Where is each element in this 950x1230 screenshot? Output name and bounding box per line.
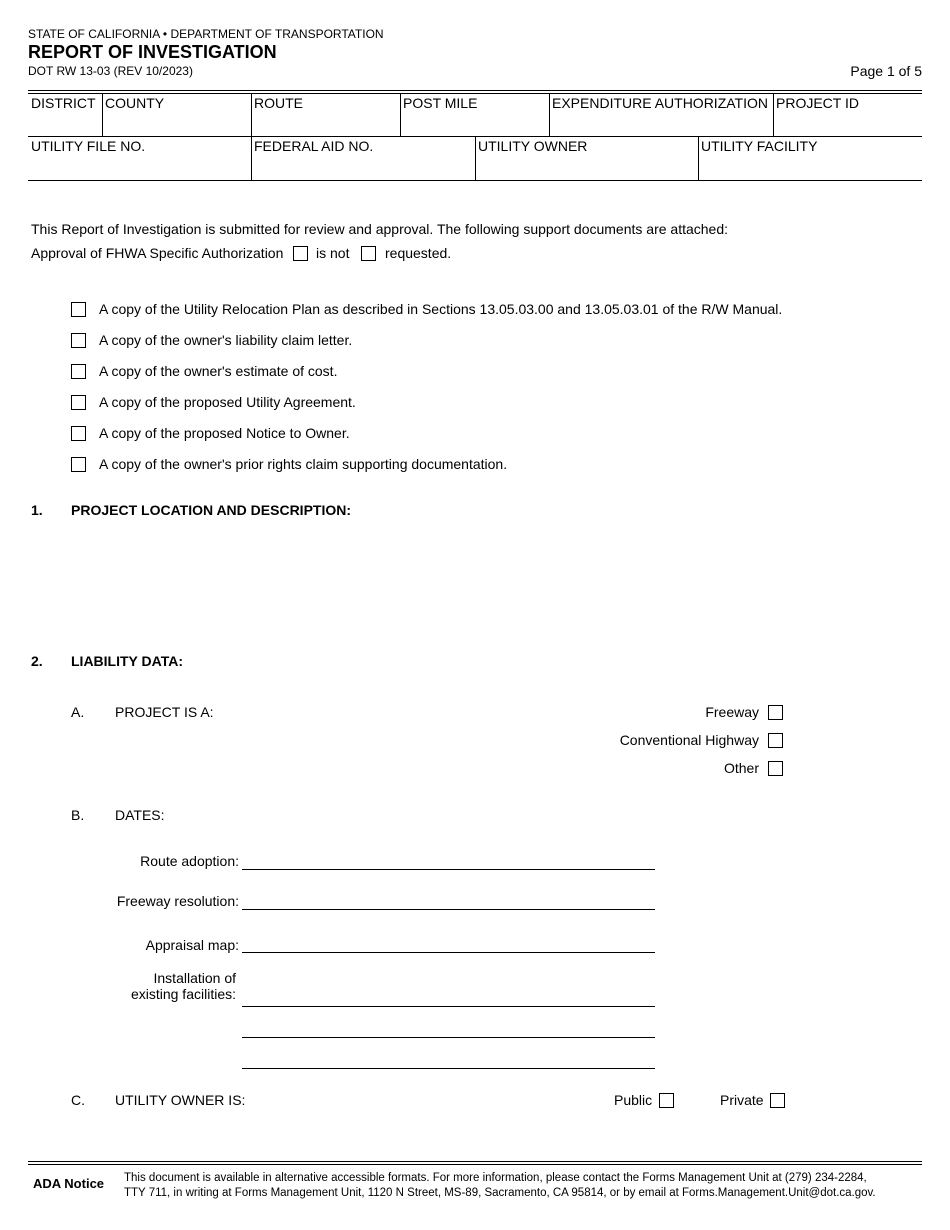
route-adoption-input[interactable] <box>242 869 655 870</box>
section-2a-letter: A. <box>71 704 85 720</box>
ada-notice-label: ADA Notice <box>33 1176 105 1191</box>
form-number: DOT RW 13-03 (REV 10/2023) <box>28 64 193 78</box>
section-2c-letter: C. <box>71 1092 85 1108</box>
fhwa-is-not-label: is not <box>316 245 350 261</box>
route-adoption-label: Route adoption: <box>140 853 239 869</box>
freeway-resolution-label: Freeway resolution: <box>116 893 239 909</box>
section-2-title: LIABILITY DATA: <box>71 653 183 669</box>
attachment-checkbox-relocation-plan[interactable] <box>71 302 86 317</box>
utility-file-no-field[interactable]: UTILITY FILE NO. <box>31 138 146 154</box>
installation-input-line1[interactable] <box>242 1006 655 1007</box>
form-title: REPORT OF INVESTIGATION <box>28 42 277 62</box>
private-label: Private <box>720 1092 764 1108</box>
freeway-checkbox[interactable] <box>768 705 783 720</box>
fhwa-is-not-checkbox[interactable] <box>361 246 376 261</box>
appraisal-map-input[interactable] <box>242 952 655 953</box>
section-1-title: PROJECT LOCATION AND DESCRIPTION: <box>71 502 352 518</box>
dates-label: DATES: <box>115 807 165 823</box>
utility-owner-field[interactable]: UTILITY OWNER <box>478 138 588 154</box>
page-number: Page 1 of 5 <box>850 63 922 79</box>
other-checkbox[interactable] <box>768 761 783 776</box>
ada-notice-line2: TTY 711, in writing at Forms Management Unit, 1120 N Street, MS-89, Sacramento, CA 95814, or by email at Forms.Management.Unit@dot.ca.gov. <box>124 1187 876 1199</box>
utility-owner-is-label: UTILITY OWNER IS: <box>115 1092 246 1108</box>
attachment-label: A copy of the proposed Notice to Owner. <box>99 425 350 441</box>
section-1-number: 1. <box>31 502 43 518</box>
section-2-number: 2. <box>31 653 43 669</box>
public-label: Public <box>614 1092 653 1108</box>
conventional-highway-label: Conventional Highway <box>619 732 759 748</box>
installation-label-line1: Installation of <box>153 970 236 986</box>
post-mile-field[interactable]: POST MILE <box>403 95 478 111</box>
ada-notice-line1: This document is available in alternative accessible formats. For more information, please contact the Forms Management Unit at (279) 234-2284, <box>124 1172 867 1184</box>
route-field[interactable]: ROUTE <box>254 95 303 111</box>
intro-text: This Report of Investigation is submitted for review and approval. The following support documents are attached: <box>31 221 729 237</box>
attachment-checkbox-notice-to-owner[interactable] <box>71 426 86 441</box>
fhwa-label: Approval of FHWA Specific Authorization <box>31 245 284 261</box>
project-id-field[interactable]: PROJECT ID <box>776 95 859 111</box>
freeway-label: Freeway <box>705 704 759 720</box>
private-checkbox[interactable] <box>770 1093 785 1108</box>
attachment-checkbox-liability-claim[interactable] <box>71 333 86 348</box>
fhwa-is-checkbox[interactable] <box>293 246 308 261</box>
agency-line: STATE OF CALIFORNIA • DEPARTMENT OF TRANSPORTATION <box>28 27 384 41</box>
attachment-checkbox-estimate[interactable] <box>71 364 86 379</box>
appraisal-map-label: Appraisal map: <box>145 937 239 953</box>
federal-aid-no-field[interactable]: FEDERAL AID NO. <box>254 138 374 154</box>
attachment-label: A copy of the owner's liability claim letter. <box>99 332 353 348</box>
attachment-label: A copy of the owner's estimate of cost. <box>99 363 338 379</box>
public-checkbox[interactable] <box>659 1093 674 1108</box>
project-is-a-label: PROJECT IS A: <box>115 704 214 720</box>
attachment-checkbox-prior-rights[interactable] <box>71 457 86 472</box>
county-field[interactable]: COUNTY <box>105 95 165 111</box>
installation-input-line3[interactable] <box>242 1068 655 1069</box>
other-label: Other <box>723 760 759 776</box>
conventional-highway-checkbox[interactable] <box>768 733 783 748</box>
district-field[interactable]: DISTRICT <box>31 95 96 111</box>
section-2b-letter: B. <box>71 807 85 823</box>
installation-input-line2[interactable] <box>242 1037 655 1038</box>
expenditure-authorization-field[interactable]: EXPENDITURE AUTHORIZATION <box>552 95 768 111</box>
attachment-checkbox-utility-agreement[interactable] <box>71 395 86 410</box>
fhwa-requested-label: requested. <box>385 245 452 261</box>
attachment-label: A copy of the proposed Utility Agreement. <box>99 394 356 410</box>
utility-facility-field[interactable]: UTILITY FACILITY <box>701 138 818 154</box>
attachment-label: A copy of the Utility Relocation Plan as described in Sections 13.05.03.00 and 13.05.03.01 of the R/W Manual. <box>99 301 783 317</box>
attachment-label: A copy of the owner's prior rights claim supporting documentation. <box>99 456 508 472</box>
installation-label-line2: existing facilities: <box>130 986 236 1002</box>
freeway-resolution-input[interactable] <box>242 909 655 910</box>
